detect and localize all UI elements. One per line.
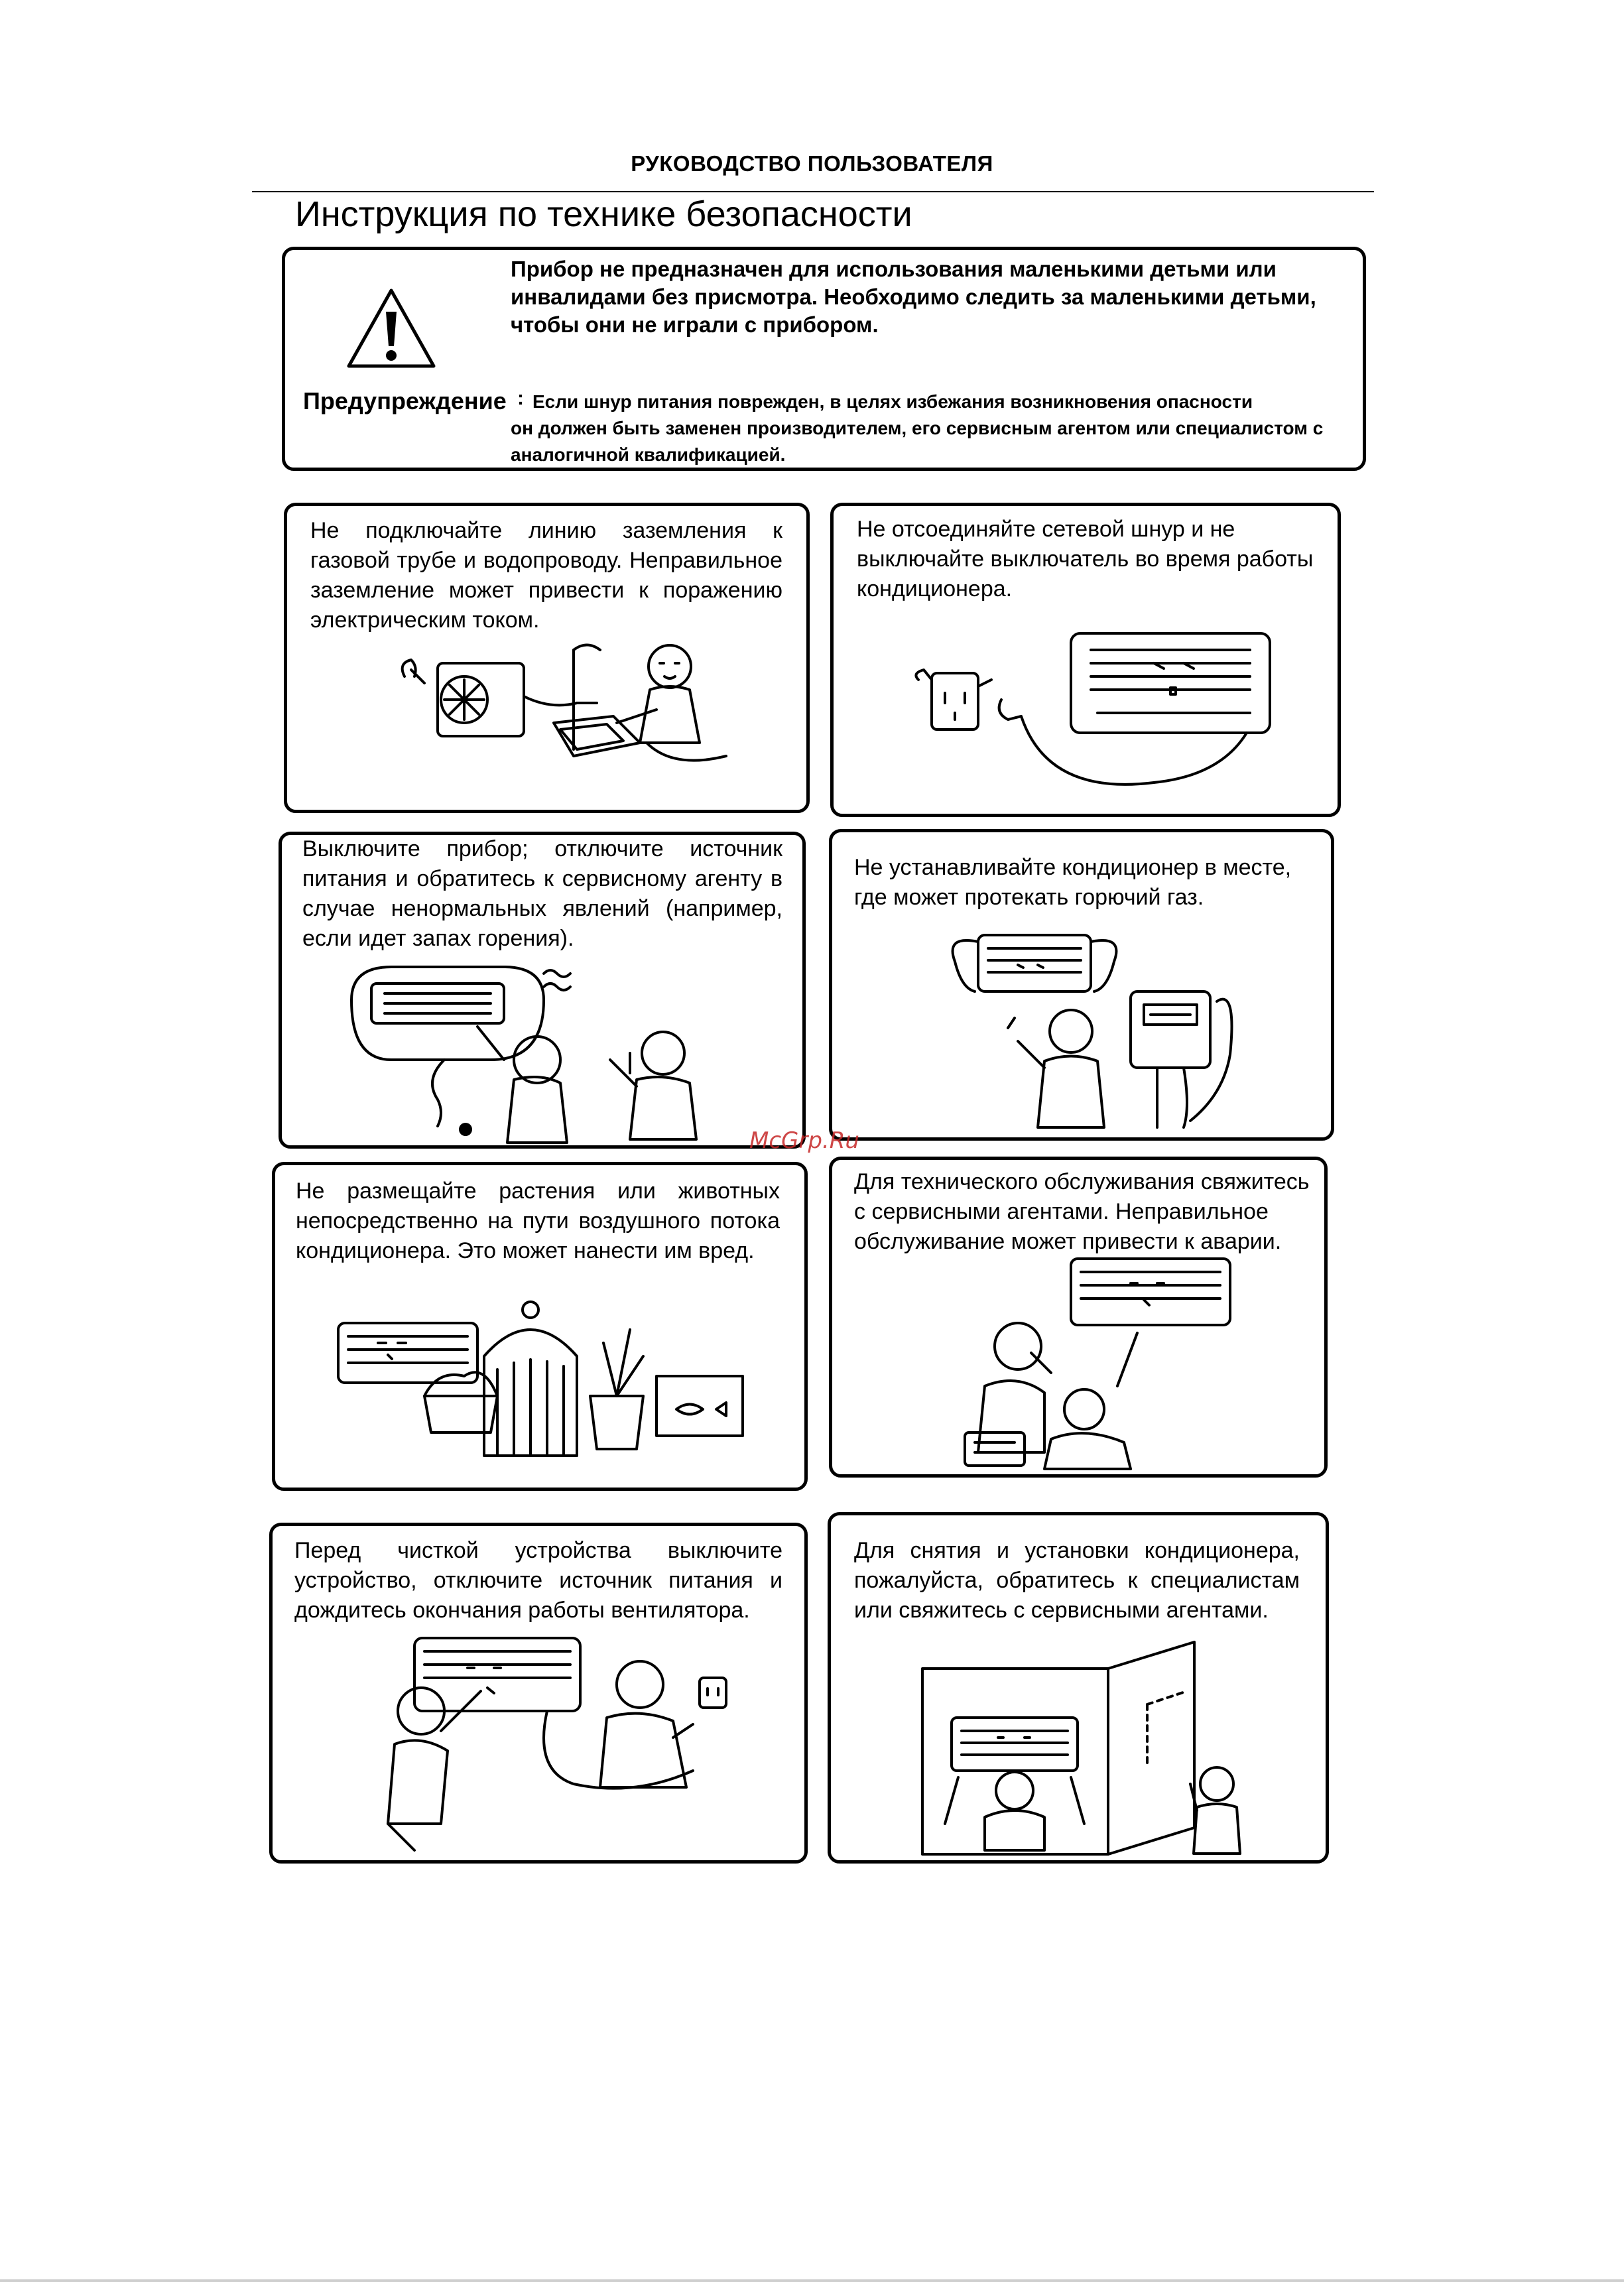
page-bottom-edge (0, 2279, 1624, 2282)
warning-label: Предупреждение (303, 387, 507, 414)
warning-sub-line-1: Если шнур питания поврежден, в целях избежания возникновения опасности (532, 391, 1253, 412)
panel-text-plants: Не размещайте растения или животных непосредственно на пути воздушного потока кондиционера. Это может нанести им вред. (296, 1178, 780, 1263)
page-title: Инструкция по технике безопасности (295, 194, 912, 234)
panel-text-abnormal: Выключите прибор; отключите источник питания и обратитесь к сервисному агенту в случае ненормальных явлений (например, если идет запах горения). (302, 836, 782, 951)
header-divider (252, 191, 1374, 192)
panel-text-maintenance: Для технического обслуживания свяжитесь с сервисными агентами. Неправильное обслуживание может привести к аварии. (854, 1169, 1310, 1254)
illustration-abnormal (345, 960, 743, 1146)
warning-main-text: Прибор не предназначен для использования маленькими детьми или инвалидами без присмотра. Необходимо следить за маленькими детьми, чтобы они не играли с прибором. (511, 257, 1316, 337)
illustration-power-cord (905, 627, 1277, 802)
document-header-title: РУКОВОДСТВО ПОЛЬЗОВАТЕЛЯ (631, 151, 993, 176)
illustration-cleaning (388, 1631, 733, 1850)
illustration-installation (918, 1665, 1283, 1857)
illustration-grounding (391, 630, 736, 802)
illustration-maintenance (965, 1253, 1243, 1472)
illustration-plants (325, 1303, 749, 1476)
panel-text-grounding: Не подключайте линию заземления к газовой трубе и водопроводу. Неправильное заземление может привести к поражению электрическим током. (310, 518, 782, 633)
warning-sub-text (511, 389, 1353, 468)
panel-text-installation (854, 1536, 1300, 1625)
watermark: McGrp.Ru (749, 1127, 859, 1154)
warning-triangle-icon (345, 285, 438, 371)
panel-text-gas: Не устанавливайте кондиционер в месте, где может протекать горючий газ. (854, 855, 1292, 910)
warning-sub-line-2: он должен быть заменен производителем, его сервисным агентом или специалистом с аналогичной квалификацией. (511, 418, 1324, 465)
warning-colon: : (517, 387, 524, 409)
panel-text-cleaning: Перед чисткой устройства выключите устройство, отключите источник питания и дождитесь окончания работы вентилятора. (294, 1538, 782, 1623)
panel-text-installation-content: Для снятия и установки кондиционера, пожалуйста, обратитесь к специалистам или свяжитесь с сервисными агентами. (854, 1538, 1300, 1623)
illustration-gas (912, 922, 1263, 1134)
panel-text-power-cord: Не отсоединяйте сетевой шнур и не выключайте выключатель во время работы кондиционера. (857, 517, 1314, 602)
